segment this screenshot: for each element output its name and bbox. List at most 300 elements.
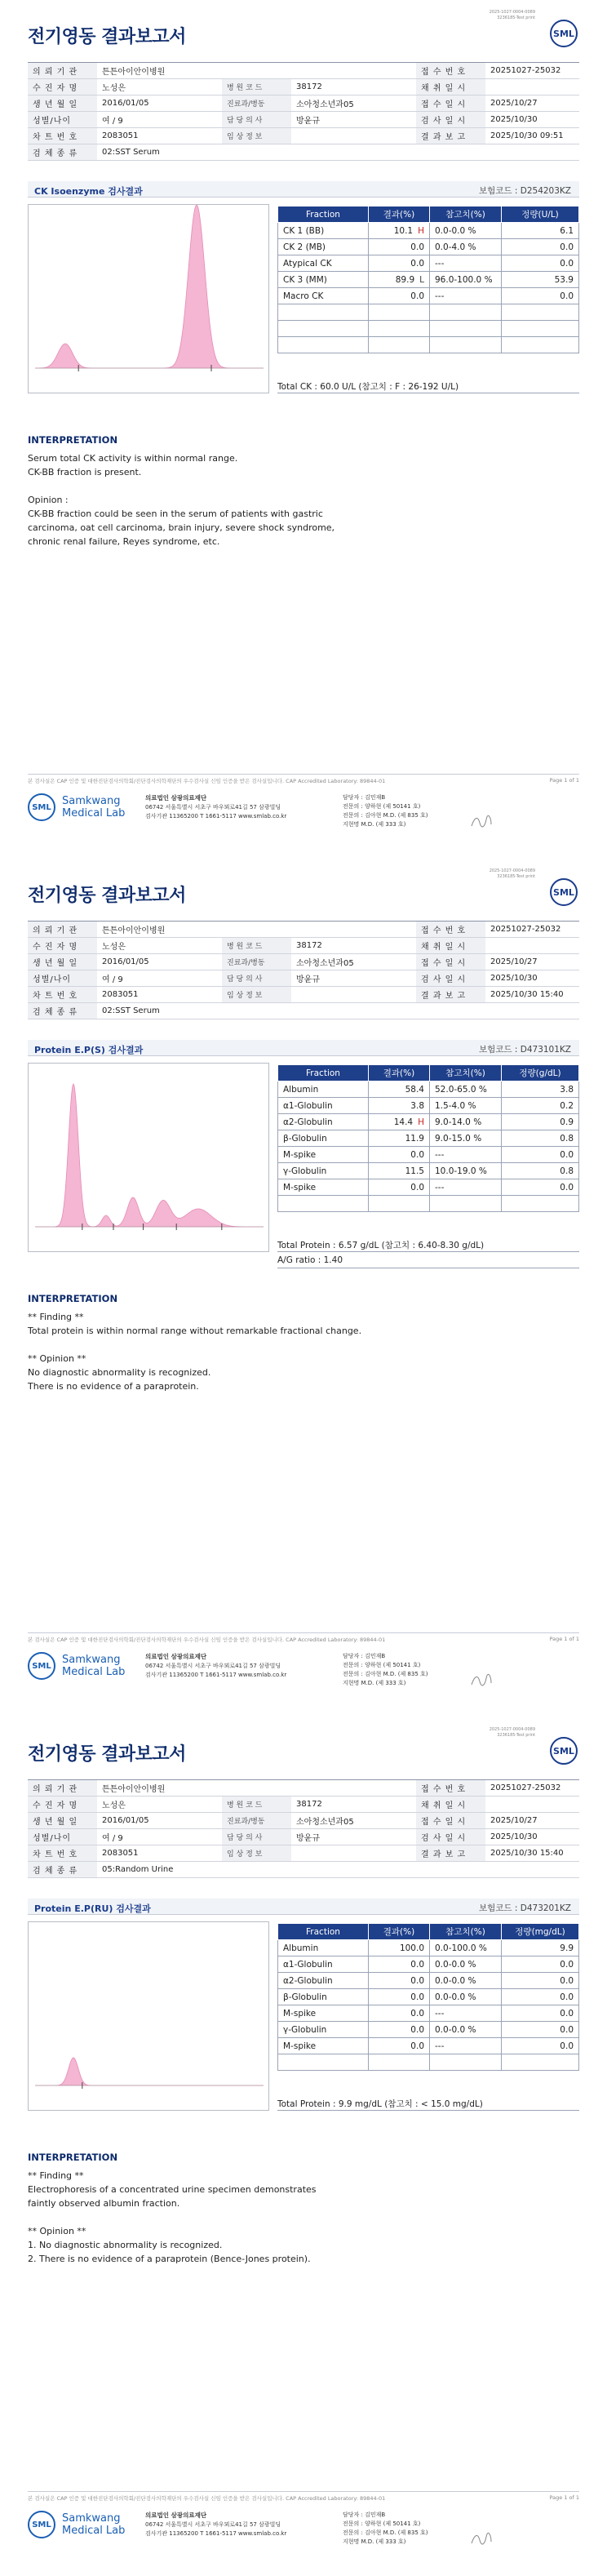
reference-range: 52.0-65.0 % [430,1081,502,1098]
text-field: 접 수 일 시 [416,1813,485,1829]
result-cell [369,1114,430,1130]
text-field: Samkwang [62,1654,121,1666]
fraction-name: Macro CK [278,288,369,304]
reference-range: --- [430,2038,502,2054]
section-header [28,1040,579,1056]
text-field: 38172 [291,79,416,95]
fraction-name: M-spike [278,1179,369,1196]
quantity-value: 6.1 [502,223,579,239]
signatories [343,1652,428,1688]
text-field: 수 진 자 명 [28,1797,97,1813]
result-value: 14.4 [393,1117,414,1127]
reference-range: 9.0-15.0 % [430,1130,502,1147]
text-field: 검 사 일 시 [416,1829,485,1845]
table-row [278,2005,579,2022]
text-field: 전문의 : 김아현 M.D. (제 835 호) [343,812,428,819]
signature [470,1673,493,1690]
text-field: 3236185-Test print [497,1733,535,1738]
result-cell [369,2038,430,2054]
report-title: 전기영동 결과보고서 [28,886,186,906]
electropherogram-chart [28,1921,269,2111]
text-field: 의 뢰 기 관 [28,63,97,79]
result-cell [369,321,430,337]
text-field [485,1797,579,1813]
text-field: 담 당 의 사 [222,1829,291,1845]
text-field: 2025/10/27 [485,95,579,112]
interpretation-title: INTERPRETATION [28,2152,118,2163]
text-field: 검사기관 11365200 T 1661-5117 www.smlab.co.kr [145,2530,287,2537]
lab-address [145,793,286,821]
result-value: 89.9 [395,274,415,285]
text-field: 담당자 : 김민재B [343,2512,386,2518]
text-field: 2025/10/30 15:40 [485,1845,579,1862]
text-field: 진료과/병동 [222,1813,291,1829]
text-field: 수 진 자 명 [28,938,97,954]
text-field [291,128,416,144]
text-field: 접 수 번 호 [416,1780,485,1797]
text-field: 06742 서울특별시 서초구 바우뫼로41길 57 삼광빌딩 [145,1663,281,1669]
sml-logo: SML [550,878,578,906]
fraction-result-table [277,1064,579,1212]
text-field: 병 원 코 드 [222,938,291,954]
insurance-code: 보험코드 : D473201KZ [478,1903,571,1913]
col-reference: 참고치(%) [430,207,502,223]
col-quantity: 정량(U/L) [502,207,579,223]
result-value: 0.0 [410,2008,424,2019]
result-cell [369,1098,430,1114]
text-field: 차 트 번 호 [28,128,97,144]
section-header [28,181,579,198]
table-row [278,239,579,255]
quantity-value: 0.0 [502,255,579,272]
table-row [278,304,579,321]
page-number: Page 1 of 1 [549,777,579,784]
text-field: 38172 [291,938,416,954]
interpretation-title: INTERPRETATION [28,1293,118,1304]
result-value: 0.0 [410,1975,424,1986]
text-field: 2025-1027-0004-0089 [489,1727,535,1732]
reference-range [430,1196,502,1212]
result-value: 0.0 [410,2024,424,2035]
col-quantity: 정량(g/dL) [502,1065,579,1081]
text-field: 생 년 월 일 [28,954,97,970]
quantity-value: 0.0 [502,1989,579,2005]
text-field: 생 년 월 일 [28,1813,97,1829]
result-value: 11.9 [405,1133,424,1144]
fraction-result-table [277,206,579,353]
result-cell [369,1956,430,1973]
fraction-name: CK 3 (MM) [278,272,369,288]
col-quantity: 정량(mg/dL) [502,1924,579,1940]
quantity-value: 0.2 [502,1098,579,1114]
reference-range [430,2054,502,2071]
lab-address [145,1652,286,1680]
text-field: Samkwang [62,795,121,807]
text-field: 방윤규 [291,970,416,987]
total-value: Total Protein : 9.9 mg/dL (참고치 : < 15.0 mg/dL) [277,2094,579,2111]
reference-range [430,321,502,337]
col-reference: 참고치(%) [430,1924,502,1940]
text-field: 담 당 의 사 [222,970,291,987]
table-row [278,1973,579,1989]
text-field: 튼튼아이안이병원 [97,1780,416,1797]
result-cell [369,239,430,255]
result-cell [369,255,430,272]
text-field: 임 상 정 보 [222,1845,291,1862]
page-number: Page 1 of 1 [549,2494,579,2501]
reference-range: --- [430,255,502,272]
text-field: 결 과 보 고 [416,1845,485,1862]
table-row [278,337,579,353]
interpretation-text: ** Finding ** Total protein is within normal range without remarkable fractional change. ** Opinion ** No diagnostic abnormality is recognized. There is no evidence of a paraprotein. [28,1312,362,1392]
table-row [278,1940,579,1956]
text-field: 2016/01/05 [97,1813,222,1829]
patient-info-table [28,1779,579,1878]
text-field: 튼튼아이안이병원 [97,63,416,79]
result-value: 100.0 [399,1943,424,1953]
fraction-name: β-Globulin [278,1989,369,2005]
result-value: 3.8 [410,1100,424,1111]
text-field: 접 수 번 호 [416,922,485,938]
result-value: 0.0 [410,1992,424,2002]
text-field: 담 당 의 사 [222,112,291,128]
text-field: 2025/10/27 [485,954,579,970]
quantity-value: 0.0 [502,2038,579,2054]
quantity-value: 3.8 [502,1081,579,1098]
text-field: 02:SST Serum [97,144,579,161]
reference-range: 96.0-100.0 % [430,272,502,288]
text-field: 성별/나이 [28,112,97,128]
text-field: 담당자 : 김민재B [343,794,386,801]
fraction-name: α2-Globulin [278,1114,369,1130]
text-field: 임 상 정 보 [222,128,291,144]
text-field: 2025/10/30 [485,1829,579,1845]
lab-logo [28,2507,134,2540]
text-field: 소아청소년과05 [291,954,416,970]
ag-ratio: A/G ratio : 1.40 [277,1252,579,1268]
result-cell [369,2005,430,2022]
text-field: 성별/나이 [28,1829,97,1845]
table-row [278,2022,579,2038]
total-value: Total CK : 60.0 U/L (참고치 : F : 26-192 U/L) [277,377,579,393]
text-field: 생 년 월 일 [28,95,97,112]
quantity-value: 0.8 [502,1130,579,1147]
text-field [485,79,579,95]
fraction-name: Albumin [278,1081,369,1098]
result-cell [369,2054,430,2071]
text-field: 차 트 번 호 [28,987,97,1003]
table-row [278,288,579,304]
total-value: Total Protein : 6.57 g/dL (참고치 : 6.40-8.30 g/dL) [277,1236,579,1252]
reference-range: 0.0-0.0 % [430,2022,502,2038]
text-field: 38172 [291,1797,416,1813]
section-title: CK Isoenzyme 검사결과 [34,186,143,197]
text-field: 접 수 번 호 [416,63,485,79]
table-row [278,1179,579,1196]
fraction-name [278,321,369,337]
text-field: 2083051 [97,128,222,144]
reference-range: --- [430,1147,502,1163]
fraction-name: CK 1 (BB) [278,223,369,239]
quantity-value: 0.0 [502,1973,579,1989]
col-result: 결과(%) [369,1924,430,1940]
text-field: 전문의 : 양하현 (제 50141 호) [343,1662,421,1668]
result-value: 0.0 [410,291,424,301]
accreditation-note: 본 검사실은 CAP 인증 및 대한진단검사의학회/진단검사의학재단의 우수검사실 신임 인증을 받은 검사실입니다. CAP Accredited Laboratory: 89844-01 [28,778,386,784]
text-field [485,938,579,954]
quantity-value [502,2054,579,2071]
col-fraction: Fraction [278,1065,369,1081]
table-row [278,2054,579,2071]
text-field: 의 뢰 기 관 [28,1780,97,1797]
fraction-name: β-Globulin [278,1130,369,1147]
text-field: 지현명 M.D. (제 333 호) [343,1680,406,1686]
text-field: 담당자 : 김민재B [343,1653,386,1659]
text-field: 진료과/병동 [222,954,291,970]
col-fraction: Fraction [278,207,369,223]
print-code [490,1727,535,1739]
text-field: 06742 서울특별시 서초구 바우뫼로41길 57 삼광빌딩 [145,804,281,811]
result-value: 11.5 [405,1166,424,1176]
text-field: 전문의 : 김아현 M.D. (제 835 호) [343,2529,428,2536]
text-field: 의료법인 삼광의료재단 [145,2512,207,2519]
text-field: 05:Random Urine [97,1862,579,1878]
insurance-code: 보험코드 : D473101KZ [478,1045,571,1055]
text-field: 검 체 종 류 [28,144,97,161]
text-field: 2025/10/30 [485,970,579,987]
result-cell [369,1081,430,1098]
result-cell [369,223,430,239]
text-field: 소아청소년과05 [291,1813,416,1829]
text-field: 채 취 일 시 [416,938,485,954]
text-field: 전문의 : 김아현 M.D. (제 835 호) [343,1671,428,1677]
footer-divider [28,2491,579,2492]
quantity-value [502,304,579,321]
text-field: Medical Lab [62,807,126,819]
fraction-name: M-spike [278,1147,369,1163]
footer-divider [28,774,579,775]
sml-circle-logo: SML [28,793,55,821]
text-field: 2025/10/30 [485,112,579,128]
fraction-name: γ-Globulin [278,1163,369,1179]
col-reference: 참고치(%) [430,1065,502,1081]
text-field: 검 체 종 류 [28,1862,97,1878]
text-field: 병 원 코 드 [222,1797,291,1813]
text-field: 여 / 9 [97,970,222,987]
fraction-name [278,304,369,321]
text-field: Medical Lab [62,2525,126,2537]
text-field: 2083051 [97,1845,222,1862]
reference-range: 10.0-19.0 % [430,1163,502,1179]
table-row [278,1130,579,1147]
result-value: 0.0 [410,242,424,252]
table-row [278,321,579,337]
text-field: 의료법인 삼광의료재단 [145,1653,207,1660]
table-row [278,255,579,272]
accreditation-note: 본 검사실은 CAP 인증 및 대한진단검사의학회/진단검사의학재단의 우수검사실 신임 인증을 받은 검사실입니다. CAP Accredited Laboratory: 89844-01 [28,2495,386,2502]
col-fraction: Fraction [278,1924,369,1940]
result-cell [369,1989,430,2005]
text-field [291,1845,416,1862]
result-flag: L [419,274,424,285]
text-field: 전문의 : 양하현 (제 50141 호) [343,803,421,810]
fraction-name [278,2054,369,2071]
quantity-value: 0.9 [502,1114,579,1130]
result-value: 0.0 [410,1182,424,1193]
fraction-name: M-spike [278,2005,369,2022]
text-field: 노성은 [97,79,222,95]
fraction-name [278,1196,369,1212]
reference-range: 0.0-0.0 % [430,1956,502,1973]
result-cell [369,272,430,288]
reference-range [430,304,502,321]
text-field: 2083051 [97,987,222,1003]
section-header [28,1899,579,1915]
text-field: 의료법인 삼광의료재단 [145,794,207,802]
text-field: 차 트 번 호 [28,1845,97,1862]
quantity-value: 0.0 [502,2005,579,2022]
text-field: 진료과/병동 [222,95,291,112]
text-field: 접 수 일 시 [416,95,485,112]
reference-range: 9.0-14.0 % [430,1114,502,1130]
reference-range: --- [430,1179,502,1196]
text-field: 임 상 정 보 [222,987,291,1003]
quantity-value: 0.0 [502,1956,579,1973]
interpretation-title: INTERPRETATION [28,434,118,446]
text-field: 노성은 [97,938,222,954]
text-field: 방윤규 [291,112,416,128]
result-flag: H [418,1117,424,1127]
result-cell [369,1179,430,1196]
text-field: 튼튼아이안이병원 [97,922,416,938]
quantity-value: 0.8 [502,1163,579,1179]
fraction-name: α1-Globulin [278,1956,369,1973]
table-row [278,272,579,288]
text-field: 2016/01/05 [97,95,222,112]
text-field: 2016/01/05 [97,954,222,970]
fraction-name: α1-Globulin [278,1098,369,1114]
reference-range [430,337,502,353]
sml-logo: SML [550,1737,578,1765]
table-row [278,1196,579,1212]
electropherogram-chart [28,204,269,393]
fraction-name: γ-Globulin [278,2022,369,2038]
report-page [0,0,607,859]
text-field: 채 취 일 시 [416,79,485,95]
interpretation-text: ** Finding ** Electrophoresis of a concentrated urine specimen demonstrates faintly observed albumin fraction. ** Opinion ** 1. No diagnostic abnormality is recognized. 2. There is no evidence of a paraprotein (Bence-Jones protein). [28,2170,317,2264]
text-field: 검 사 일 시 [416,970,485,987]
table-row [278,1989,579,2005]
print-code [490,868,535,880]
text-field: 검사기관 11365200 T 1661-5117 www.smlab.co.kr [145,813,287,819]
lab-address [145,2511,286,2538]
text-field: 채 취 일 시 [416,1797,485,1813]
electropherogram-curve [35,1084,264,1227]
footer-divider [28,1632,579,1633]
signatories [343,793,428,829]
fraction-name: Albumin [278,1940,369,1956]
fraction-name [278,337,369,353]
report-page [0,859,607,1717]
text-field: 02:SST Serum [97,1003,579,1019]
result-value: 10.1 [393,225,414,236]
reference-range: --- [430,288,502,304]
print-code [490,10,535,21]
section-title: Protein E.P(RU) 검사결과 [34,1903,151,1914]
text-field: 검사기관 11365200 T 1661-5117 www.smlab.co.kr [145,1672,287,1678]
table-row [278,1956,579,1973]
text-field: 병 원 코 드 [222,79,291,95]
reference-range: 0.0-0.0 % [430,223,502,239]
result-cell [369,1163,430,1179]
result-value: 0.0 [410,258,424,269]
result-flag: H [418,225,424,236]
report-title: 전기영동 결과보고서 [28,27,186,47]
fraction-name: CK 2 (MB) [278,239,369,255]
signatories [343,2511,428,2547]
text-field: 2025/10/30 09:51 [485,128,579,144]
result-cell [369,1940,430,1956]
table-row [278,1163,579,1179]
text-field: 지현명 M.D. (제 333 호) [343,2538,406,2545]
quantity-value: 0.0 [502,288,579,304]
text-field: 여 / 9 [97,1829,222,1845]
text-field: 소아청소년과05 [291,95,416,112]
text-field: Medical Lab [62,1666,126,1678]
result-value: 0.0 [410,1959,424,1970]
table-row [278,1098,579,1114]
result-value: 0.0 [410,2041,424,2051]
text-field: 여 / 9 [97,112,222,128]
result-cell [369,304,430,321]
result-cell [369,1196,430,1212]
fraction-name: α2-Globulin [278,1973,369,1989]
reference-range: 0.0-100.0 % [430,1940,502,1956]
reference-range: 0.0-0.0 % [430,1973,502,1989]
lab-logo [28,1649,134,1681]
table-row [278,2038,579,2054]
patient-info-table [28,62,579,161]
text-field: 2025-1027-0004-0089 [489,10,535,15]
text-field: Samkwang [62,2512,121,2525]
electropherogram-curve [35,205,264,368]
fraction-result-table [277,1923,579,2071]
text-field: 지현명 M.D. (제 333 호) [343,821,406,828]
text-field: 접 수 일 시 [416,954,485,970]
col-result: 결과(%) [369,207,430,223]
text-field [291,987,416,1003]
result-value: 58.4 [405,1084,424,1095]
text-field: 20251027-25032 [485,1780,579,1797]
result-value: 0.0 [410,1149,424,1160]
page-number: Page 1 of 1 [549,1636,579,1642]
sml-circle-logo: SML [28,2511,55,2538]
result-cell [369,1130,430,1147]
reference-range: 0.0-0.0 % [430,1989,502,2005]
insurance-code: 보험코드 : D254203KZ [478,186,571,196]
text-field: 20251027-25032 [485,922,579,938]
reference-range: 1.5-4.0 % [430,1098,502,1114]
text-field: 검 사 일 시 [416,112,485,128]
text-field: 06742 서울특별시 서초구 바우뫼로41길 57 삼광빌딩 [145,2521,281,2528]
fraction-name: M-spike [278,2038,369,2054]
text-field: 2025-1027-0004-0089 [489,868,535,873]
sml-circle-logo: SML [28,1652,55,1680]
report-page [0,1717,607,2576]
text-field: 의 뢰 기 관 [28,922,97,938]
text-field: 결 과 보 고 [416,128,485,144]
text-field: 전문의 : 양하현 (제 50141 호) [343,2520,421,2527]
